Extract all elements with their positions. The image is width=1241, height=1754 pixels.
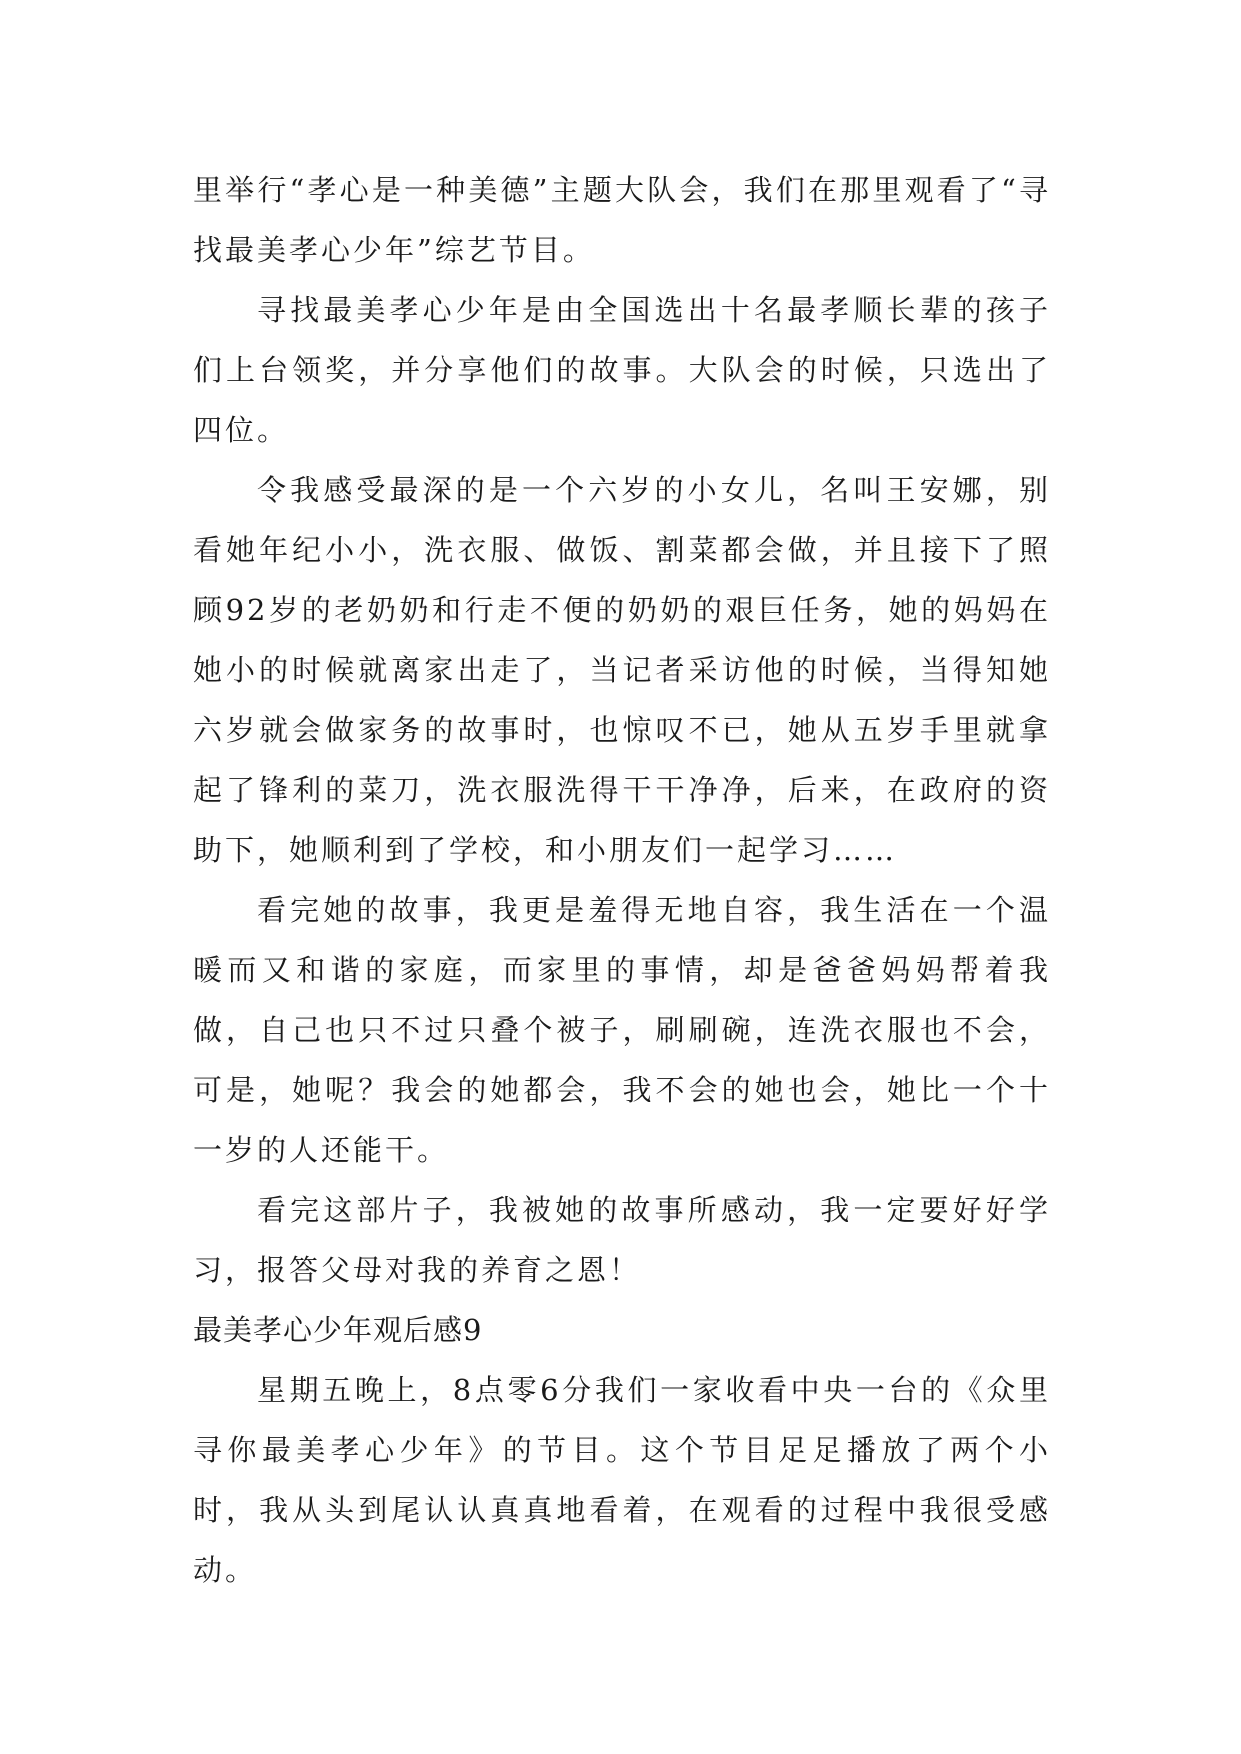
paragraph: 看完这部片子，我被她的故事所感动，我一定要好好学习，报答父母对我的养育之恩！ [193,1193,1051,1287]
document-body [193,160,1051,1600]
paragraph: 寻找最美孝心少年是由全国选出十名最孝顺长辈的孩子们上台领奖，并分享他们的故事。大队会的时候，只选出了四位。 [193,293,1051,447]
section-title: 最美孝心少年观后感9 [193,1313,483,1347]
paragraph: 令我感受最深的是一个六岁的小女儿，名叫王安娜，别看她年纪小小，洗衣服、做饭、割菜都会做，并且接下了照顾92岁的老奶奶和行走不便的奶奶的艰巨任务，她的妈妈在她小的时候就离家出走了，当记者采访他的时候，当得知她六岁就会做家务的故事时，也惊叹不已，她从五岁手里就拿起了锋利的菜刀，洗衣服洗得干干净净，后来，在政府的资助下，她顺利到了学校，和小朋友们一起学习…… [193,473,1051,867]
paragraph: 看完她的故事，我更是羞得无地自容，我生活在一个温暖而又和谐的家庭，而家里的事情，却是爸爸妈妈帮着我做，自己也只不过只叠个被子，刷刷碗，连洗衣服也不会，可是，她呢？我会的她都会，我不会的她也会，她比一个十一岁的人还能干。 [193,893,1051,1167]
paragraph: 星期五晚上，8点零6分我们一家收看中央一台的《众里寻你最美孝心少年》的节目。这个节目足足播放了两个小时，我从头到尾认认真真地看着，在观看的过程中我很受感动。 [193,1373,1051,1587]
paragraph-continuation: 里举行“孝心是一种美德”主题大队会，我们在那里观看了“寻找最美孝心少年”综艺节目。 [193,173,1051,267]
